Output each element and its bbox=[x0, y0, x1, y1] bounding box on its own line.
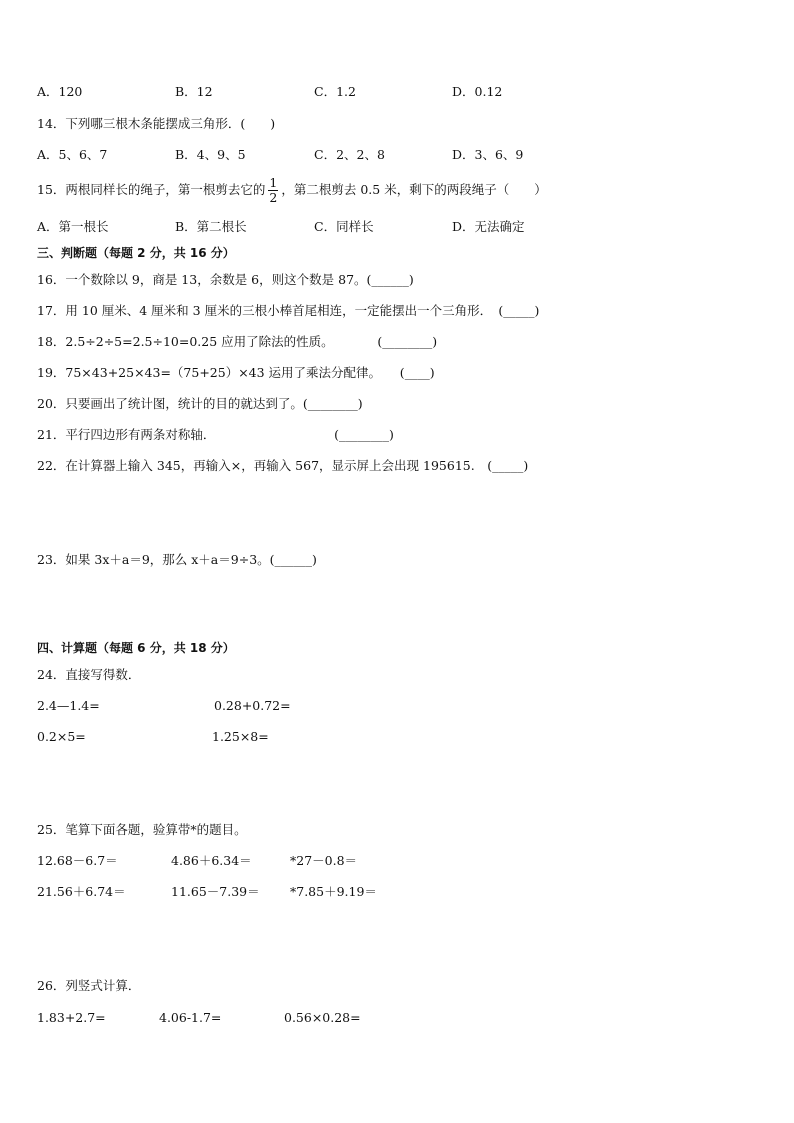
q15-fraction bbox=[268, 176, 278, 205]
q15-stem bbox=[37, 172, 547, 208]
q26-stem: 26．列竖式计算． bbox=[37, 978, 141, 993]
q25-calc: *27－0.8＝ bbox=[290, 853, 358, 868]
q24-stem: 24．直接写得数． bbox=[37, 667, 141, 682]
q15-stem-after: ，第二根剪去 0.5 米，剩下的两段绳子（ ） bbox=[281, 182, 547, 197]
q25-calc: *7.85＋9.19＝ bbox=[290, 884, 377, 899]
fraction-numerator: 1 bbox=[269, 175, 278, 190]
q25-calc: 21.56＋6.74＝ bbox=[37, 884, 126, 899]
q21-item: 21．平行四边形有两条对称轴． (________) bbox=[37, 427, 394, 442]
q24-calc: 0.2×5= bbox=[37, 729, 86, 744]
q24-calc: 2.4—1.4= bbox=[37, 698, 100, 713]
q25-stem: 25．笔算下面各题，验算带*的题目。 bbox=[37, 822, 247, 837]
q26-calc: 1.83+2.7= bbox=[37, 1010, 106, 1025]
q26-calc: 0.56×0.28= bbox=[284, 1010, 361, 1025]
q13-option-b: B．12 bbox=[175, 84, 213, 99]
q15-option-c: C．同样长 bbox=[314, 219, 374, 234]
fraction-denominator: 2 bbox=[269, 190, 278, 205]
q15-stem-before: 15．两根同样长的绳子，第一根剪去它的 bbox=[37, 182, 266, 197]
q15-option-b: B．第二根长 bbox=[175, 219, 247, 234]
q16-item: 16．一个数除以 9，商是 13，余数是 6，则这个数是 87。(______) bbox=[37, 272, 414, 287]
q26-calc: 4.06-1.7= bbox=[159, 1010, 222, 1025]
q23-item: 23．如果 3x＋a＝9，那么 x＋a＝9÷3。(______) bbox=[37, 552, 317, 567]
q14-option-a: A．5、6、7 bbox=[37, 147, 108, 162]
q15-option-d: D．无法确定 bbox=[452, 219, 525, 234]
q24-calc: 0.28+0.72= bbox=[214, 698, 291, 713]
q14-stem: 14．下列哪三根木条能摆成三角形．( ) bbox=[37, 116, 276, 131]
q19-item: 19．75×43+25×43=（75+25）×43 运用了乘法分配律。 (____) bbox=[37, 365, 435, 380]
q14-option-d: D．3、6、9 bbox=[452, 147, 524, 162]
q18-item: 18．2.5÷2÷5=2.5÷10=0.25 应用了除法的性质。 (________) bbox=[37, 334, 438, 349]
section4-heading: 四、计算题（每题 6 分，共 18 分） bbox=[37, 641, 235, 655]
q17-item: 17．用 10 厘米、4 厘米和 3 厘米的三根小棒首尾相连，一定能摆出一个三角形． (_____) bbox=[37, 303, 540, 318]
q13-option-c: C．1.2 bbox=[314, 84, 356, 99]
section3-heading: 三、判断题（每题 2 分，共 16 分） bbox=[37, 246, 235, 260]
q14-option-c: C．2、2、8 bbox=[314, 147, 385, 162]
q25-calc: 11.65－7.39＝ bbox=[171, 884, 260, 899]
q14-option-b: B．4、9、5 bbox=[175, 147, 246, 162]
q24-calc: 1.25×8= bbox=[212, 729, 269, 744]
q15-option-a: A．第一根长 bbox=[37, 219, 109, 234]
q22-item: 22．在计算器上输入 345，再输入×，再输入 567，显示屏上会出现 195615. (_____) bbox=[37, 458, 529, 473]
q13-option-a: A．120 bbox=[37, 84, 83, 99]
q25-calc: 12.68－6.7＝ bbox=[37, 853, 118, 868]
q25-calc: 4.86＋6.34＝ bbox=[171, 853, 252, 868]
q20-item: 20．只要画出了统计图，统计的目的就达到了。(________) bbox=[37, 396, 363, 411]
q13-option-d: D．0.12 bbox=[452, 84, 503, 99]
